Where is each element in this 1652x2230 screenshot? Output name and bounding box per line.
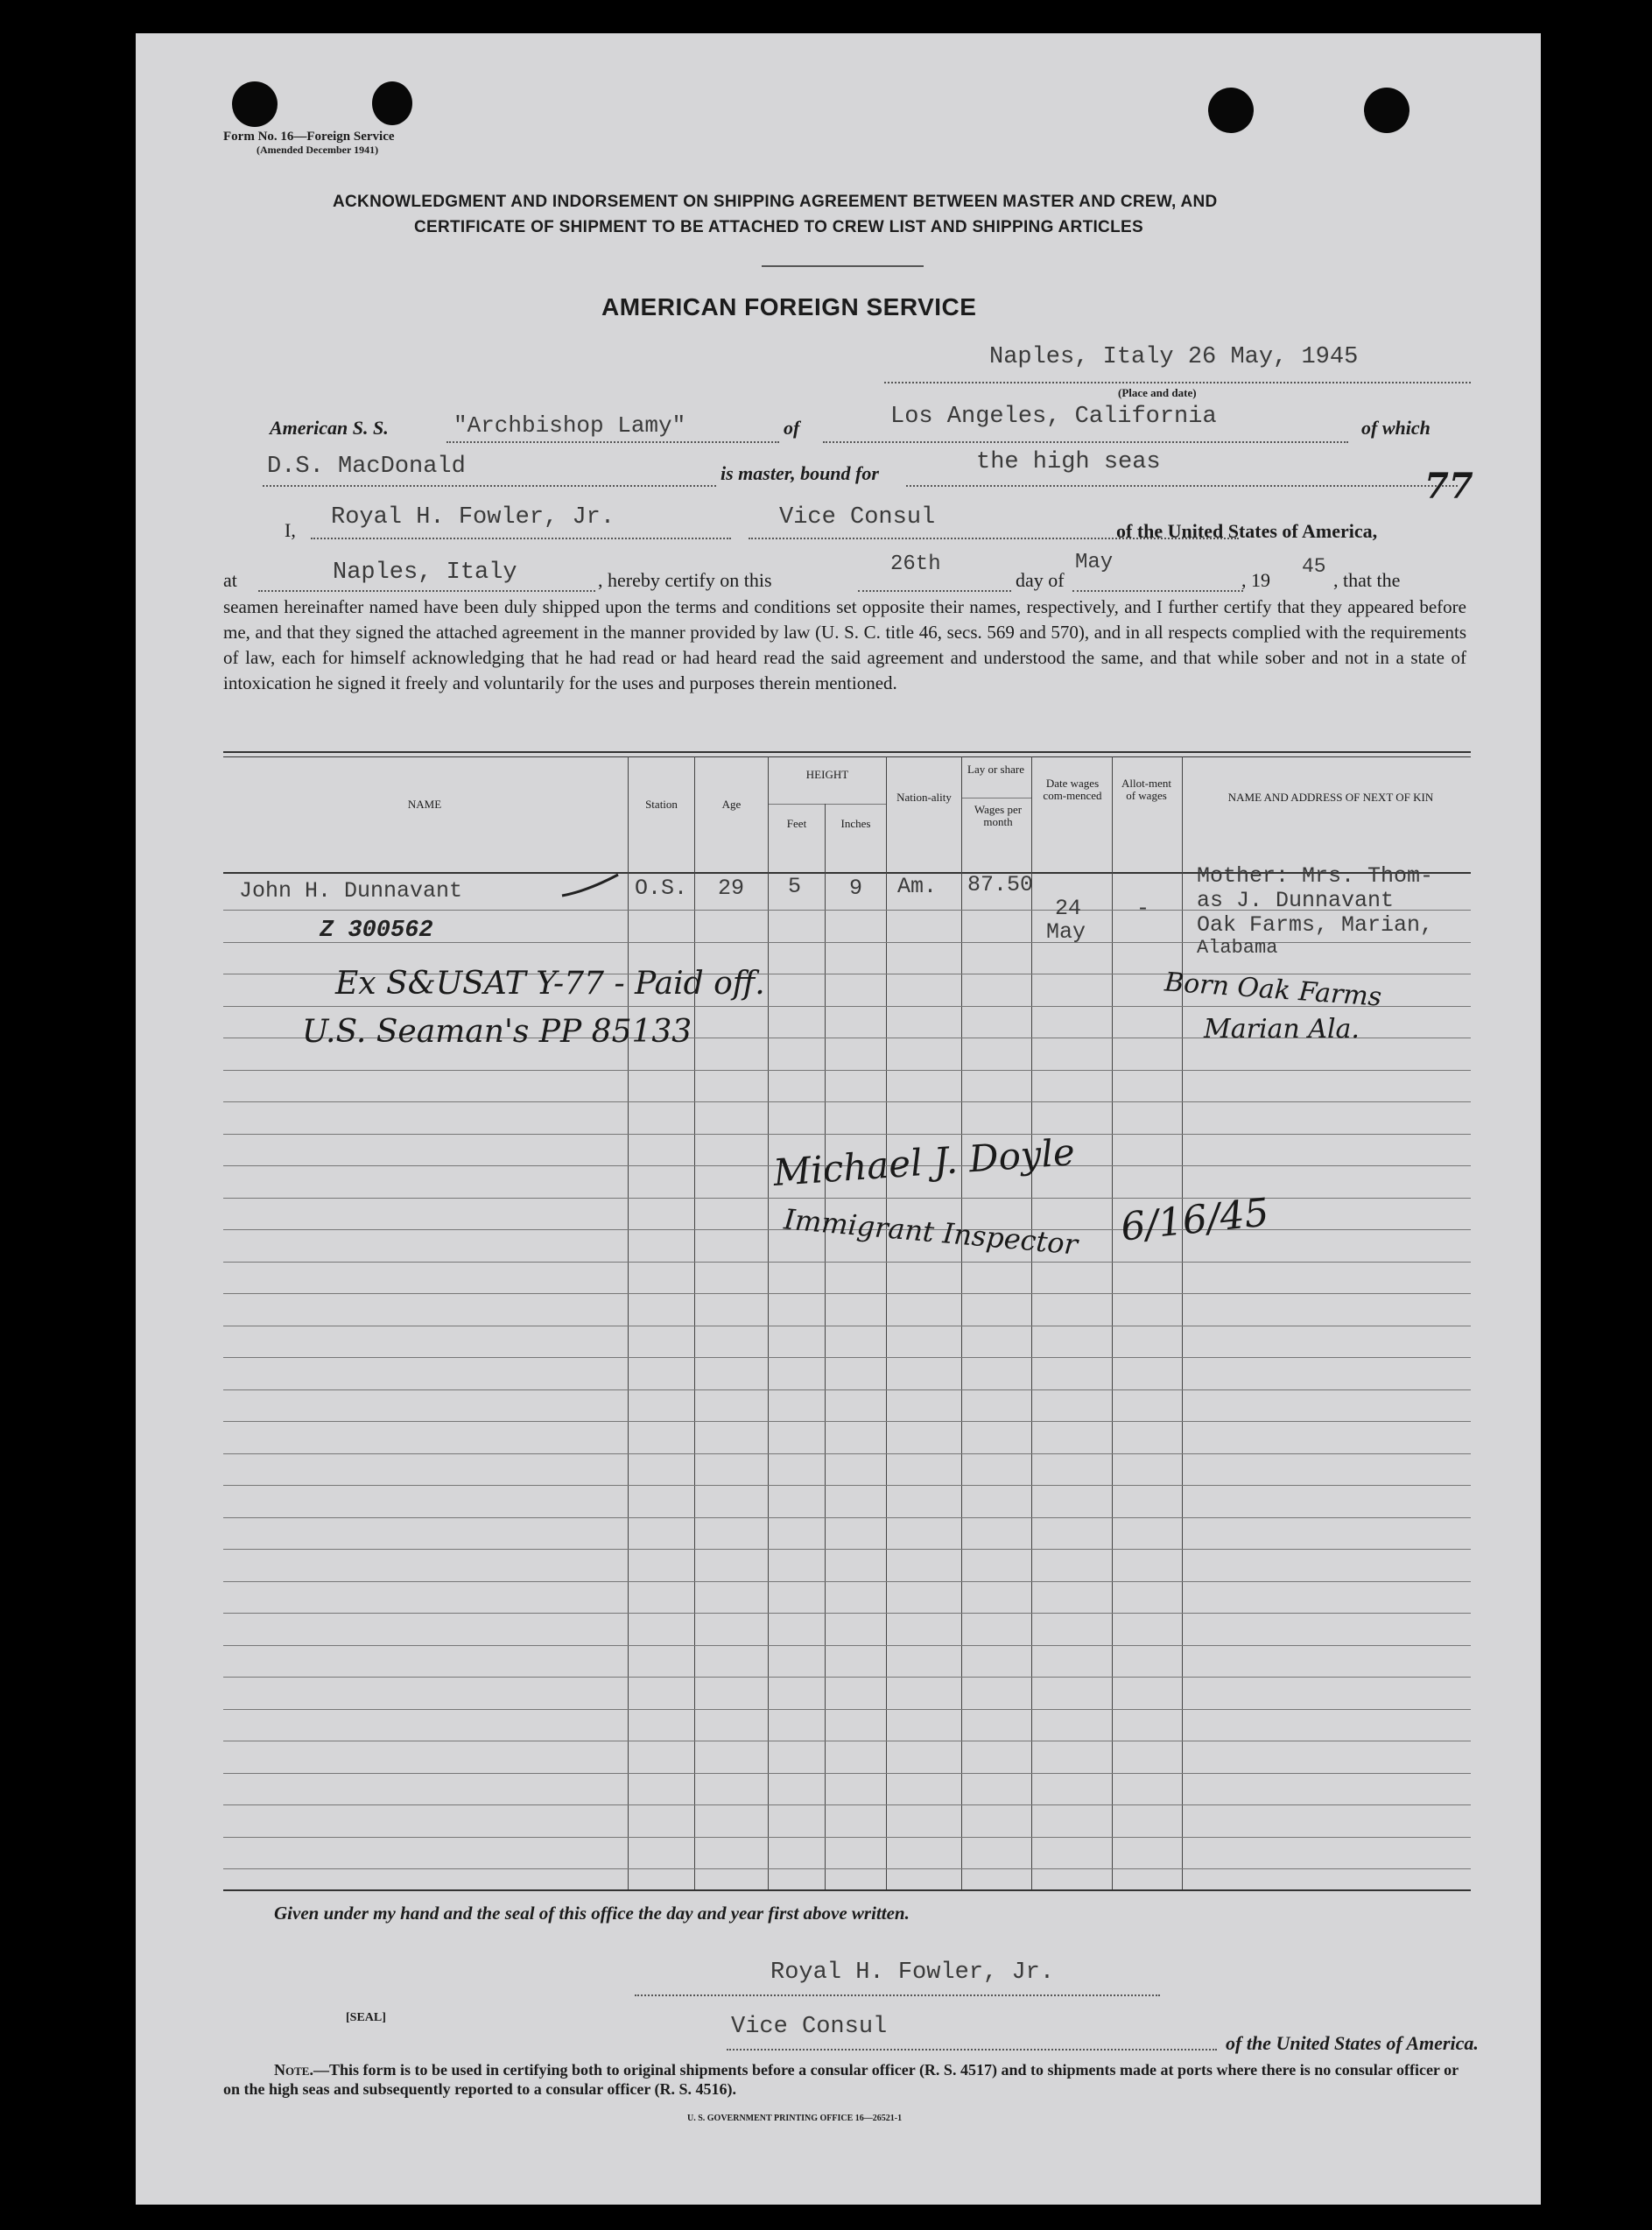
bound-for-line: [906, 485, 1458, 487]
table-top-rule2: [223, 756, 1471, 757]
certify-place-line: [258, 590, 595, 592]
signer-name-line: [635, 1994, 1160, 1996]
vessel-prefix: American S. S.: [270, 417, 389, 439]
col-divider: [1112, 756, 1113, 1889]
handwritten-born-place: Marian Ala.: [1204, 1014, 1360, 1045]
inspector-title: Immigrant Inspector: [782, 1202, 1079, 1262]
i-label: I,: [285, 519, 296, 541]
row-rule: [223, 1709, 1471, 1710]
header-next-of-kin: NAME AND ADDRESS OF NEXT OF KIN: [1227, 791, 1434, 804]
place-date-line: [884, 382, 1471, 383]
crew-feet: 5: [788, 874, 802, 899]
officer-title: Vice Consul: [779, 504, 936, 531]
row-rule: [223, 1868, 1471, 1869]
header-lay: Lay or share: [967, 763, 1024, 776]
note: [223, 2060, 1471, 2099]
row-rule: [223, 1389, 1471, 1390]
day-value: 26th: [890, 552, 941, 576]
punch-hole: [1208, 88, 1254, 133]
is-master-label: is master, bound for: [721, 462, 879, 484]
header-date-wages: Date wages com-menced: [1043, 777, 1102, 802]
month-line: [1072, 590, 1243, 592]
row-rule: [223, 1837, 1471, 1838]
row-rule: [223, 1293, 1471, 1294]
row-rule: [223, 1677, 1471, 1678]
row-rule: [223, 1804, 1471, 1805]
home-port: Los Angeles, California: [890, 404, 1217, 430]
col-divider: [1182, 756, 1183, 1889]
row-rule: [223, 1421, 1471, 1422]
header-height: HEIGHT: [805, 768, 849, 781]
given-under-text: Given under my hand and the seal of this office the day and year first above written.: [274, 1903, 910, 1924]
home-port-line: [823, 441, 1348, 443]
hereby-certify: , hereby certify on this: [598, 569, 772, 591]
form-amended: (Amended December 1941): [257, 144, 379, 156]
col-divider: [1031, 756, 1032, 1889]
form-header-line1: ACKNOWLEDGMENT AND INDORSEMENT ON SHIPPING AGREEMENT BETWEEN MASTER AND CREW, AND: [333, 193, 1218, 211]
year-prefix: , 19: [1241, 569, 1270, 591]
row-rule: [223, 1485, 1471, 1486]
crew-station: O.S.: [635, 876, 688, 901]
crew-id-number: Z 300562: [320, 918, 433, 944]
crew-wages: 87.50: [967, 872, 1034, 897]
divider: [762, 265, 924, 267]
col-divider: [628, 756, 629, 1889]
that-the: , that the: [1333, 569, 1401, 591]
page-number: 77: [1424, 466, 1473, 507]
row-rule: [223, 1357, 1471, 1358]
officer-name-line: [311, 538, 731, 539]
note-text: —This form is to be used in certifying both to original shipments before a consular officer (R. S. 4517) and to shipments made at ports where there is no consular officer or on the high seas and subsequently reported to a consular officer (R. S. 4516).: [223, 2061, 1459, 2098]
printer-imprint: U. S. GOVERNMENT PRINTING OFFICE 16—26521-1: [687, 2114, 903, 2123]
row-rule: [223, 1453, 1471, 1454]
crew-allotment: -: [1136, 896, 1150, 921]
col-divider: [886, 756, 887, 1889]
kin-line4: Alabama: [1197, 937, 1278, 959]
inspector-signature: Michael J. Doyle: [771, 1130, 1077, 1194]
row-rule: [223, 1773, 1471, 1774]
certify-place: Naples, Italy: [333, 559, 517, 586]
day-of: day of: [1016, 569, 1065, 591]
of-us-footer: of the United States of America.: [1226, 2032, 1479, 2054]
table-top-rule: [223, 751, 1471, 753]
row-rule: [223, 1613, 1471, 1614]
signer-title-line: [727, 2049, 1217, 2051]
note-label: Note.: [274, 2061, 313, 2079]
month-value: May: [1075, 551, 1114, 574]
col-divider: [961, 756, 962, 1889]
punch-hole: [232, 81, 278, 127]
row-rule: [223, 1645, 1471, 1646]
header-station: Station: [645, 798, 678, 811]
year-value: 45: [1302, 555, 1326, 578]
header-inches: Inches: [840, 817, 871, 830]
row-rule: [223, 1070, 1471, 1071]
certification-body: seamen hereinafter named have been duly shipped upon the terms and conditions set opposite their names, respectively, and I further certify that they appeared before me, and that they signed the attached agreement in the manner provided by law (U. S. C. title 46, secs. 569 and 570), and in all respects complied with the requirements of law, each for himself acknowledging that he had read or had heard read the said agreement and understood the same, and that while sober and not in a state of intoxication he signed it freely and voluntarily for the uses and purposes therein mentioned.: [223, 596, 1466, 693]
vessel-name: "Archbishop Lamy": [453, 412, 686, 439]
table-bottom-rule: [223, 1889, 1471, 1891]
row-rule: [223, 1134, 1471, 1135]
seal-label: [SEAL]: [346, 2011, 386, 2024]
punch-hole: [1364, 88, 1409, 133]
at-label: at: [223, 569, 237, 591]
officer-name: Royal H. Fowler, Jr.: [331, 504, 615, 531]
header-age: Age: [721, 798, 742, 811]
kin-line1: Mother: Mrs. Thom-: [1197, 863, 1434, 889]
row-rule: [223, 1198, 1471, 1199]
punch-hole: [372, 81, 412, 125]
inspector-date: 6/16/45: [1118, 1190, 1271, 1250]
handwritten-note-passport: U.S. Seaman's PP 85133: [302, 1014, 692, 1050]
day-line: [858, 590, 1011, 592]
signer-title: Vice Consul: [731, 2014, 888, 2040]
of-which: of which: [1361, 417, 1431, 439]
header-name: NAME: [407, 798, 442, 811]
bound-for: the high seas: [976, 449, 1161, 475]
row-rule: [223, 1101, 1471, 1102]
master-name: D.S. MacDonald: [267, 454, 466, 480]
crew-inches: 9: [849, 876, 863, 901]
row-rule: [223, 1549, 1471, 1550]
crew-date-month: May: [1046, 919, 1086, 945]
handwritten-born: Born Oak Farms: [1163, 967, 1383, 1013]
of-us-label: of the United States of America,: [1116, 520, 1378, 542]
crew-nationality: Am.: [897, 874, 938, 899]
place-date-value: Naples, Italy 26 May, 1945: [989, 344, 1359, 370]
crew-age: 29: [718, 876, 745, 901]
row-rule: [223, 1517, 1471, 1518]
check-mark-icon: [560, 869, 622, 904]
master-line: [263, 485, 716, 487]
signer-name: Royal H. Fowler, Jr.: [770, 1959, 1055, 1986]
crew-name: John H. Dunnavant: [239, 878, 463, 904]
form-number: Form No. 16—Foreign Service: [223, 130, 395, 144]
crew-date-day: 24: [1055, 896, 1082, 921]
col-divider: [768, 756, 769, 1889]
header-allotment: Allot-ment of wages: [1121, 777, 1172, 802]
row-rule: [223, 1581, 1471, 1582]
place-date-caption: (Place and date): [1118, 386, 1197, 399]
header-feet: Feet: [786, 817, 807, 830]
col-divider: [825, 804, 826, 1889]
height-subrule: [768, 804, 886, 805]
row-rule: [223, 1262, 1471, 1263]
kin-line3: Oak Farms, Marian,: [1197, 912, 1434, 938]
of-label: of: [784, 417, 800, 439]
kin-line2: as J. Dunnavant: [1197, 888, 1395, 913]
header-wages: Wages per month: [974, 803, 1023, 828]
row-rule: [223, 1006, 1471, 1007]
col-divider: [694, 756, 695, 1889]
header-nationality: Nation-ality: [896, 791, 952, 804]
handwritten-note-discharge: Ex S&USAT Y-77 - Paid off.: [335, 966, 765, 1002]
vessel-line: [446, 441, 779, 443]
form-header-line2: CERTIFICATE OF SHIPMENT TO BE ATTACHED TO CREW LIST AND SHIPPING ARTICLES: [414, 218, 1143, 236]
document-page: [136, 33, 1541, 2205]
service-title: AMERICAN FOREIGN SERVICE: [601, 293, 977, 320]
